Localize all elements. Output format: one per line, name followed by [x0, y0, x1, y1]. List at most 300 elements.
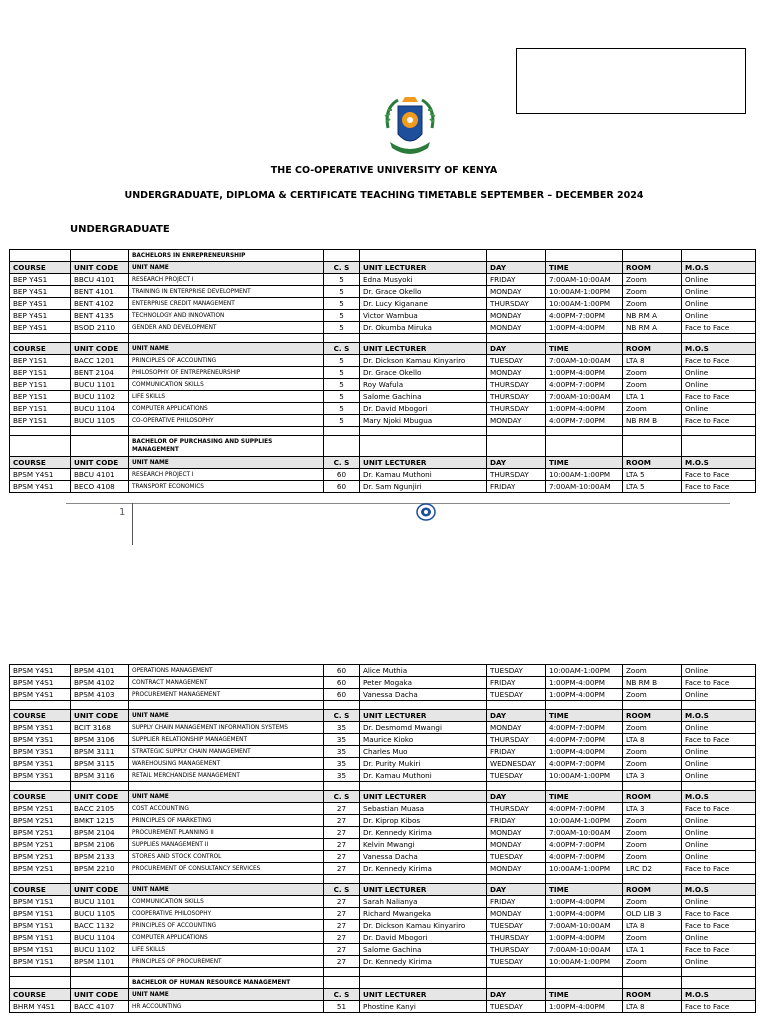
column-header-lecturer: UNIT LECTURER	[360, 710, 487, 722]
cell-course: BEP Y4S1	[10, 274, 71, 286]
cell-mos: Face to Face	[682, 415, 756, 427]
cell-code: BENT 4101	[71, 286, 129, 298]
cell-cs: 27	[324, 932, 360, 944]
cell-cs: 27	[324, 839, 360, 851]
table-header-row	[10, 262, 756, 274]
cell-code: BACC 2105	[71, 803, 129, 815]
cell-code: BACC 1132	[71, 920, 129, 932]
cell-cs: 35	[324, 746, 360, 758]
cell-cs: 5	[324, 310, 360, 322]
cell-day: MONDAY	[487, 908, 546, 920]
cell-mos: Face to Face	[682, 908, 756, 920]
university-logo-icon	[378, 92, 442, 162]
cell-day: TUESDAY	[487, 920, 546, 932]
table-row	[10, 758, 756, 770]
cell-name: TRANSPORT ECONOMICS	[129, 481, 324, 493]
cell-course: BPSM Y1S1	[10, 932, 71, 944]
cell-cs: 60	[324, 689, 360, 701]
cell-mos: Face to Face	[682, 803, 756, 815]
column-header-mos: M.O.S	[682, 710, 756, 722]
cell-mos: Online	[682, 310, 756, 322]
cell-lecturer: Dr. Kiprop Kibos	[360, 815, 487, 827]
cell-lecturer: Dr. Purity Mukiri	[360, 758, 487, 770]
cell-code: BPSM 4102	[71, 677, 129, 689]
cell-lecturer: Salome Gachina	[360, 944, 487, 956]
cell-room: LTA 8	[623, 920, 682, 932]
table-row	[10, 415, 756, 427]
cell-lecturer: Dr. Kamau Muthoni	[360, 469, 487, 481]
table-header-row	[10, 457, 756, 469]
column-header-unit-name: UNIT NAME	[129, 457, 324, 469]
column-header-unit-code: UNIT CODE	[71, 791, 129, 803]
cell-day: MONDAY	[487, 310, 546, 322]
cell-code: BUCU 1102	[71, 944, 129, 956]
cell-time: 4:00PM-7:00PM	[546, 722, 623, 734]
cell-lecturer: Dr. Kamau Muthoni	[360, 770, 487, 782]
cell-code: BPSM 3115	[71, 758, 129, 770]
cell-time: 4:00PM-7:00PM	[546, 310, 623, 322]
cell-time: 10:00AM-1:00PM	[546, 665, 623, 677]
cell-lecturer: Dr. Lucy Kiganane	[360, 298, 487, 310]
cell-lecturer: Alice Muthia	[360, 665, 487, 677]
table-row	[10, 770, 756, 782]
cell-room: Zoom	[623, 665, 682, 677]
cell-cs: 27	[324, 944, 360, 956]
cell-room: NB RM B	[623, 415, 682, 427]
cell-course: BPSM Y1S1	[10, 896, 71, 908]
table-row	[10, 815, 756, 827]
cell-name: PRINCIPLES OF ACCOUNTING	[129, 920, 324, 932]
cell-room: Zoom	[623, 746, 682, 758]
cell-code: BUCU 1104	[71, 932, 129, 944]
page-number: 1	[119, 507, 126, 518]
cell-cs: 35	[324, 734, 360, 746]
column-header-day: DAY	[487, 343, 546, 355]
cell-course: BPSM Y4S1	[10, 481, 71, 493]
cell-code: BPSM 2133	[71, 851, 129, 863]
cell-course: BPSM Y3S1	[10, 722, 71, 734]
cell-name: COMMUNICATION SKILLS	[129, 379, 324, 391]
cell-code: BPSM 2104	[71, 827, 129, 839]
cell-name: STORES AND STOCK CONTROL	[129, 851, 324, 863]
cell-mos: Face to Face	[682, 355, 756, 367]
page-footer-divider	[66, 503, 730, 504]
cell-time: 10:00AM-1:00PM	[546, 863, 623, 875]
cell-course: BPSM Y2S1	[10, 803, 71, 815]
cell-name: SUPPLIES MANAGEMENT II	[129, 839, 324, 851]
cell-code: BSOD 2110	[71, 322, 129, 334]
cell-mos: Online	[682, 379, 756, 391]
column-header-room: ROOM	[623, 457, 682, 469]
cell-room: NB RM A	[623, 322, 682, 334]
table-row	[10, 734, 756, 746]
column-header-lecturer: UNIT LECTURER	[360, 989, 487, 1001]
table-row	[10, 746, 756, 758]
cell-lecturer: Dr. Dickson Kamau Kinyariro	[360, 920, 487, 932]
cell-time: 4:00PM-7:00PM	[546, 379, 623, 391]
cell-mos: Face to Face	[682, 863, 756, 875]
cell-cs: 60	[324, 665, 360, 677]
table-row	[10, 469, 756, 481]
cell-cs: 5	[324, 298, 360, 310]
column-header-course: COURSE	[10, 989, 71, 1001]
cell-room: Zoom	[623, 896, 682, 908]
column-header-unit-code: UNIT CODE	[71, 343, 129, 355]
cell-time: 4:00PM-7:00PM	[546, 803, 623, 815]
university-title: THE CO-OPERATIVE UNIVERSITY OF KENYA	[270, 165, 498, 176]
cell-lecturer: Richard Mwangeka	[360, 908, 487, 920]
cell-day: THURSDAY	[487, 403, 546, 415]
cell-room: Zoom	[623, 403, 682, 415]
cell-time: 7:00AM-10:00AM	[546, 920, 623, 932]
column-header-unit-name: UNIT NAME	[129, 262, 324, 274]
cell-name: TECHNOLOGY AND INNOVATION	[129, 310, 324, 322]
cell-code: BUCU 1101	[71, 379, 129, 391]
cell-code: BMKT 1215	[71, 815, 129, 827]
cell-course: BEP Y1S1	[10, 403, 71, 415]
cell-course: BPSM Y1S1	[10, 908, 71, 920]
cell-lecturer: Dr. Desmomd Mwangi	[360, 722, 487, 734]
cell-cs: 5	[324, 274, 360, 286]
cell-name: RESEARCH PROJECT I	[129, 274, 324, 286]
table-header-row	[10, 710, 756, 722]
timetable-page2	[9, 664, 756, 1013]
cell-course: BPSM Y1S1	[10, 920, 71, 932]
cell-mos: Online	[682, 746, 756, 758]
cell-time: 1:00PM-4:00PM	[546, 746, 623, 758]
blank-box	[516, 48, 746, 114]
table-row	[10, 722, 756, 734]
column-header-cs: C. S	[324, 884, 360, 896]
cell-course: BEP Y1S1	[10, 391, 71, 403]
column-header-lecturer: UNIT LECTURER	[360, 457, 487, 469]
cell-lecturer: Victor Wambua	[360, 310, 487, 322]
margin-line	[132, 503, 133, 545]
cell-course: BPSM Y2S1	[10, 839, 71, 851]
column-header-unit-name: UNIT NAME	[129, 343, 324, 355]
cell-code: BECO 4108	[71, 481, 129, 493]
column-header-unit-code: UNIT CODE	[71, 262, 129, 274]
cell-name: PROCUREMENT PLANNING II	[129, 827, 324, 839]
table-row	[10, 1001, 756, 1013]
cell-lecturer: Mary Njoki Mbugua	[360, 415, 487, 427]
cell-mos: Online	[682, 815, 756, 827]
column-header-time: TIME	[546, 884, 623, 896]
cell-cs: 5	[324, 286, 360, 298]
column-header-course: COURSE	[10, 710, 71, 722]
cell-code: BUCU 1102	[71, 391, 129, 403]
cell-name: COMPUTER APPLICATIONS	[129, 932, 324, 944]
table-row	[10, 932, 756, 944]
table-row	[10, 322, 756, 334]
column-header-unit-name: UNIT NAME	[129, 884, 324, 896]
cell-name: STRATEGIC SUPPLY CHAIN MANAGEMENT	[129, 746, 324, 758]
table-row	[10, 896, 756, 908]
cell-day: TUESDAY	[487, 851, 546, 863]
cell-time: 4:00PM-7:00PM	[546, 415, 623, 427]
cell-lecturer: Vanessa Dacha	[360, 689, 487, 701]
footer-seal-icon	[416, 503, 436, 521]
cell-lecturer: Sarah Nalianya	[360, 896, 487, 908]
cell-name: ENTERPRISE CREDIT MANAGEMENT	[129, 298, 324, 310]
cell-name: SUPPLY CHAIN MANAGEMENT INFORMATION SYSTEMS	[129, 722, 324, 734]
programme-row	[10, 436, 756, 457]
cell-day: THURSDAY	[487, 391, 546, 403]
cell-cs: 5	[324, 415, 360, 427]
cell-course: BEP Y4S1	[10, 322, 71, 334]
cell-cs: 27	[324, 827, 360, 839]
cell-day: FRIDAY	[487, 815, 546, 827]
cell-time: 4:00PM-7:00PM	[546, 851, 623, 863]
cell-room: Zoom	[623, 851, 682, 863]
column-header-time: TIME	[546, 710, 623, 722]
cell-time: 10:00AM-1:00PM	[546, 956, 623, 968]
column-header-unit-name: UNIT NAME	[129, 989, 324, 1001]
column-header-day: DAY	[487, 989, 546, 1001]
cell-cs: 27	[324, 803, 360, 815]
table-row	[10, 367, 756, 379]
cell-lecturer: Charles Muo	[360, 746, 487, 758]
cell-mos: Online	[682, 851, 756, 863]
column-header-unit-code: UNIT CODE	[71, 884, 129, 896]
cell-lecturer: Vanessa Dacha	[360, 851, 487, 863]
table-row	[10, 839, 756, 851]
column-header-time: TIME	[546, 791, 623, 803]
cell-day: THURSDAY	[487, 734, 546, 746]
cell-time: 10:00AM-1:00PM	[546, 469, 623, 481]
programme-title: BACHELORS IN ENREPRENEURSHIP	[129, 250, 324, 262]
cell-room: LTA 8	[623, 355, 682, 367]
cell-code: BACC 1201	[71, 355, 129, 367]
cell-name: PROCUREMENT MANAGEMENT	[129, 689, 324, 701]
cell-cs: 60	[324, 677, 360, 689]
cell-day: MONDAY	[487, 722, 546, 734]
cell-lecturer: Dr. David Mbogori	[360, 932, 487, 944]
cell-lecturer: Phostine Kanyi	[360, 1001, 487, 1013]
table-row	[10, 944, 756, 956]
cell-day: TUESDAY	[487, 355, 546, 367]
column-header-mos: M.O.S	[682, 343, 756, 355]
cell-name: COMPUTER APPLICATIONS	[129, 403, 324, 415]
cell-lecturer: Dr. Kennedy Kirima	[360, 827, 487, 839]
cell-lecturer: Dr. Okumba Miruka	[360, 322, 487, 334]
cell-code: BBCU 4101	[71, 274, 129, 286]
table-header-row	[10, 791, 756, 803]
column-header-lecturer: UNIT LECTURER	[360, 262, 487, 274]
cell-lecturer: Sebastian Muasa	[360, 803, 487, 815]
cell-lecturer: Dr. Grace Okello	[360, 367, 487, 379]
cell-course: BEP Y4S1	[10, 298, 71, 310]
cell-mos: Online	[682, 689, 756, 701]
column-header-unit-name: UNIT NAME	[129, 791, 324, 803]
table-row	[10, 403, 756, 415]
column-header-unit-code: UNIT CODE	[71, 457, 129, 469]
cell-course: BPSM Y2S1	[10, 851, 71, 863]
cell-name: WAREHOUSING MANAGEMENT	[129, 758, 324, 770]
column-header-unit-code: UNIT CODE	[71, 710, 129, 722]
column-header-room: ROOM	[623, 262, 682, 274]
cell-mos: Face to Face	[682, 920, 756, 932]
cell-room: Zoom	[623, 827, 682, 839]
cell-room: NB RM B	[623, 677, 682, 689]
cell-time: 4:00PM-7:00PM	[546, 758, 623, 770]
cell-time: 10:00AM-1:00PM	[546, 286, 623, 298]
column-header-day: DAY	[487, 791, 546, 803]
cell-cs: 5	[324, 403, 360, 415]
cell-mos: Online	[682, 839, 756, 851]
cell-day: MONDAY	[487, 839, 546, 851]
timetable-title: UNDERGRADUATE, DIPLOMA & CERTIFICATE TEACHING TIMETABLE SEPTEMBER – DECEMBER 2024	[124, 190, 644, 201]
table-row	[10, 310, 756, 322]
cell-room: LRC D2	[623, 863, 682, 875]
cell-room: Zoom	[623, 379, 682, 391]
cell-course: BPSM Y2S1	[10, 815, 71, 827]
cell-cs: 35	[324, 758, 360, 770]
cell-mos: Online	[682, 274, 756, 286]
cell-cs: 27	[324, 863, 360, 875]
cell-mos: Online	[682, 956, 756, 968]
cell-course: BEP Y1S1	[10, 355, 71, 367]
column-header-time: TIME	[546, 989, 623, 1001]
column-header-mos: M.O.S	[682, 989, 756, 1001]
cell-time: 1:00PM-4:00PM	[546, 367, 623, 379]
programme-row	[10, 977, 756, 989]
cell-mos: Face to Face	[682, 734, 756, 746]
column-header-mos: M.O.S	[682, 884, 756, 896]
table-row	[10, 689, 756, 701]
cell-cs: 5	[324, 379, 360, 391]
cell-lecturer: Maurice Kioko	[360, 734, 487, 746]
cell-course: BPSM Y4S1	[10, 677, 71, 689]
cell-name: COMMUNICATION SKILLS	[129, 896, 324, 908]
column-header-cs: C. S	[324, 989, 360, 1001]
cell-room: Zoom	[623, 286, 682, 298]
cell-course: BPSM Y4S1	[10, 689, 71, 701]
cell-room: LTA 5	[623, 481, 682, 493]
cell-lecturer: Dr. Sam Ngunjiri	[360, 481, 487, 493]
cell-day: MONDAY	[487, 322, 546, 334]
cell-day: MONDAY	[487, 827, 546, 839]
cell-time: 7:00AM-10:00AM	[546, 391, 623, 403]
column-header-room: ROOM	[623, 989, 682, 1001]
cell-day: FRIDAY	[487, 274, 546, 286]
cell-room: NB RM A	[623, 310, 682, 322]
cell-mos: Face to Face	[682, 322, 756, 334]
cell-name: HR ACCOUNTING	[129, 1001, 324, 1013]
cell-day: MONDAY	[487, 367, 546, 379]
cell-day: WEDNESDAY	[487, 758, 546, 770]
cell-code: BUCU 1104	[71, 403, 129, 415]
cell-code: BCIT 3168	[71, 722, 129, 734]
cell-time: 10:00AM-1:00PM	[546, 298, 623, 310]
cell-cs: 27	[324, 920, 360, 932]
column-header-time: TIME	[546, 343, 623, 355]
cell-code: BPSM 3106	[71, 734, 129, 746]
column-header-time: TIME	[546, 457, 623, 469]
column-header-room: ROOM	[623, 884, 682, 896]
table-row	[10, 391, 756, 403]
cell-course: BPSM Y1S1	[10, 944, 71, 956]
table-header-row	[10, 989, 756, 1001]
cell-room: Zoom	[623, 689, 682, 701]
cell-time: 1:00PM-4:00PM	[546, 677, 623, 689]
cell-cs: 27	[324, 896, 360, 908]
cell-name: OPERATIONS MANAGEMENT	[129, 665, 324, 677]
cell-time: 1:00PM-4:00PM	[546, 908, 623, 920]
table-header-row	[10, 343, 756, 355]
cell-code: BBCU 4101	[71, 469, 129, 481]
cell-day: TUESDAY	[487, 1001, 546, 1013]
cell-time: 7:00AM-10:00AM	[546, 944, 623, 956]
cell-room: OLD LIB 3	[623, 908, 682, 920]
cell-code: BENT 4135	[71, 310, 129, 322]
cell-code: BENT 4102	[71, 298, 129, 310]
cell-day: TUESDAY	[487, 665, 546, 677]
cell-code: BPSM 2106	[71, 839, 129, 851]
cell-lecturer: Dr. David Mbogori	[360, 403, 487, 415]
cell-code: BUCU 1101	[71, 896, 129, 908]
column-header-course: COURSE	[10, 791, 71, 803]
cell-room: LTA 5	[623, 469, 682, 481]
cell-mos: Face to Face	[682, 1001, 756, 1013]
column-header-day: DAY	[487, 262, 546, 274]
cell-room: Zoom	[623, 722, 682, 734]
cell-time: 4:00PM-7:00PM	[546, 734, 623, 746]
cell-cs: 60	[324, 469, 360, 481]
column-header-course: COURSE	[10, 262, 71, 274]
cell-room: Zoom	[623, 298, 682, 310]
cell-lecturer: Edna Musyoki	[360, 274, 487, 286]
cell-course: BPSM Y3S1	[10, 746, 71, 758]
column-header-course: COURSE	[10, 343, 71, 355]
cell-name: LIFE SKILLS	[129, 944, 324, 956]
cell-cs: 27	[324, 815, 360, 827]
cell-day: THURSDAY	[487, 944, 546, 956]
cell-mos: Online	[682, 827, 756, 839]
column-header-room: ROOM	[623, 343, 682, 355]
cell-name: RESEARCH PROJECT I	[129, 469, 324, 481]
timetable-page1	[9, 249, 756, 493]
cell-day: THURSDAY	[487, 932, 546, 944]
cell-course: BEP Y4S1	[10, 310, 71, 322]
column-header-cs: C. S	[324, 710, 360, 722]
cell-time: 1:00PM-4:00PM	[546, 322, 623, 334]
column-header-course: COURSE	[10, 457, 71, 469]
cell-room: LTA 1	[623, 944, 682, 956]
cell-course: BPSM Y3S1	[10, 758, 71, 770]
column-header-mos: M.O.S	[682, 457, 756, 469]
cell-cs: 35	[324, 722, 360, 734]
table-row	[10, 286, 756, 298]
column-header-room: ROOM	[623, 791, 682, 803]
cell-room: LTA 3	[623, 770, 682, 782]
cell-time: 10:00AM-1:00PM	[546, 815, 623, 827]
cell-name: PRINCIPLES OF ACCOUNTING	[129, 355, 324, 367]
cell-code: BPSM 1101	[71, 956, 129, 968]
cell-room: Zoom	[623, 758, 682, 770]
table-row	[10, 355, 756, 367]
cell-cs: 5	[324, 367, 360, 379]
cell-lecturer: Roy Wafula	[360, 379, 487, 391]
column-header-day: DAY	[487, 457, 546, 469]
cell-day: THURSDAY	[487, 469, 546, 481]
cell-room: Zoom	[623, 956, 682, 968]
column-header-day: DAY	[487, 710, 546, 722]
cell-name: COOPERATIVE PHILOSOPHY	[129, 908, 324, 920]
cell-name: CONTRACT MANAGEMENT	[129, 677, 324, 689]
cell-code: BENT 2104	[71, 367, 129, 379]
table-row	[10, 677, 756, 689]
